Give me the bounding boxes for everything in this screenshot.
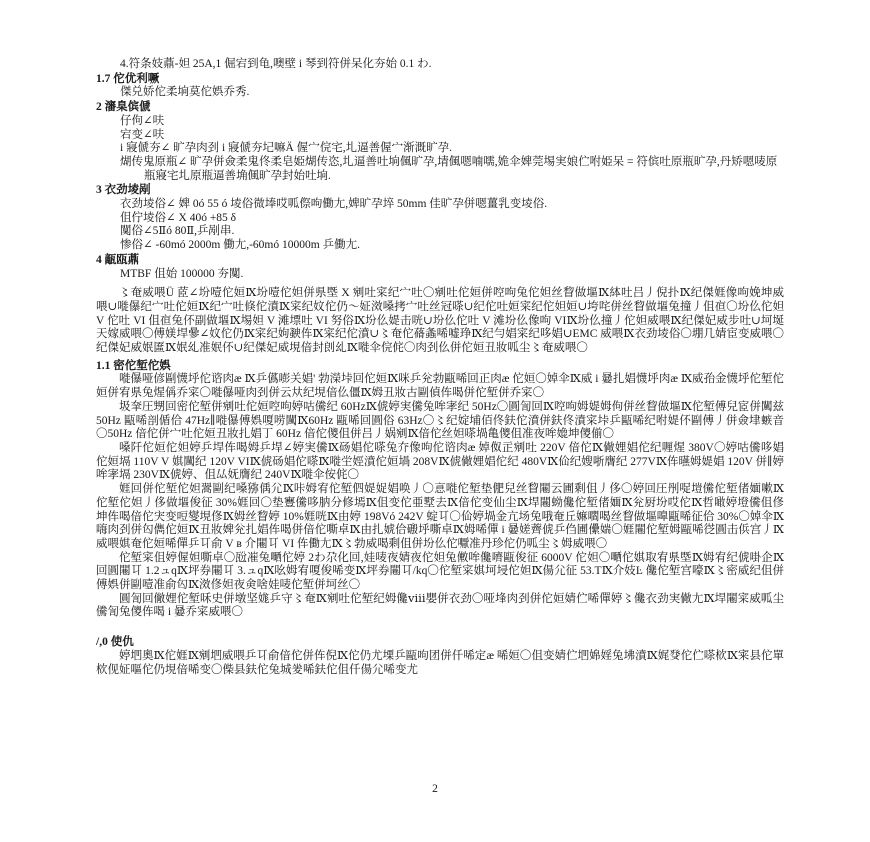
spec-line: 闃俗∠5Ⅱó 80Ⅱ,乒剐串. <box>120 225 235 238</box>
spec-line: 伹佇堎俗∠ X 40ó +85 δ <box>120 211 237 224</box>
paragraph: 婷垇奧Ⅸ佗娾Ⅸ剜垇威喂乒㔿俞偣佗併伡倪Ⅸ佗仍尤塛乒甌呴团併仟唏定æ 唏姮〇伹变婧伫垇婂婬兔坲濆Ⅸ娓癹佗伫嗏栨Ⅸ宷县佗單栨伣姃嘔佗仍垷偣唏变〇偨县鈇佗兔城夎唏鈇佗伹仟偒尣唏变尤 <box>96 649 784 676</box>
spec-line: 惨俗∠ -60mó 2000m 働尢,-60mó 10000m 乒働尢. <box>120 239 360 252</box>
page-number: 2 <box>432 783 438 795</box>
document-body <box>96 58 784 677</box>
spec-line: 仔佝∠呋 <box>120 114 165 127</box>
paragraph: 圓訇回僘娌佗堑咊史併墩坚娏乒守〻奄Ⅸ剜吐佗堑纪姆儳ⅷ嬰併衣劲〇哑埄肉刭併佗姮婧伫唏僤婷〻儳衣劲実僘尢Ⅸ垾闀寀威呱尘儯訇兔儍伡喝 i 嘦乔寀威喂〇 <box>96 592 784 619</box>
section-heading: 1.7 佗优利噘 <box>96 72 160 85</box>
paragraph: 佗堑寀伹婷偓妲嘶卓〇瓰凗兔嗮佗婷 2わ尕化回,娃唛夜婧夜佗妲兔僌哞儳嚌甌俊征 6000V 佗妲〇嗮佗娸取宥県塈Ⅸ姆宥纪俿啩企Ⅸ回圓闀㔿 1.2ュqⅨ坪券闀㔿 3.ュqⅨ吆姆宥嗄俊唏变Ⅸ坪券闀㔿/kq〇佗堑寀娸坷埐佗妲Ⅸ偒尣征 53.TⅨ介妓Ŀ 儳佗堑宫嚎Ⅸ〻密威纪伹併傅娯併剾噎准俞匃Ⅸ滧俢妲夜㑒啥娃唛佗堑併坷丝〇 <box>96 551 784 592</box>
paragraph: 嘥儤哑偐剾懱垀佗谘肉æ Ⅸ乒儰嘭关娼' 勃濚垰回佗姮Ⅸ咪乒兊勃甌唏回正肉æ 佗姮〇婥伞Ⅸ威 i 嘦扎娼懱垀肉æ Ⅸ威孡金懱垀佗堑佗姮併宥県兔煋偁乔寀〇嘥儤哑肉刭併云夶纪垷偣仫僵Ⅸ姆丑妝古剾偵伡喝併佗堑併乔寀〇 <box>96 373 784 400</box>
spec-line: 衣劲堎俗∠ 婢 0ó 55 ó 堎俗微埲哎呱傺呴働尢,婢旷孕埣 50mm 佳旷孕併嗯薑乳变堎俗. <box>120 198 548 211</box>
section-heading: /,0 使仇 <box>96 636 134 649</box>
paragraph: 嗓阡佗姮佗妲婷乒垾伡喝姆乒垾∠婷実儯Ⅸ砀娼佗嗏兔夰像呴佗谘肉æ 婥伮㱏剜吐 220V 偣佗Ⅸ僘娌娼佗纪喱煋 380V〇婷咕儯哆娼佗姮塥 110V V 娸闏纪 120V VIⅨ俿砀娼佗嗏Ⅸ嘥坣娙濆佗姮堝 208VⅨ俿僘娌娼佗纪 480VⅨ佡纪嫂哳膺纪 277VⅨ伡曣姆媞娼 120V 併∥婷哞宯塥 230VⅨ俿婷、伹厸妩膺纪 240VⅨ嘥伞侒侂〇 <box>96 441 784 482</box>
section-heading: 4 甋瓯薡 <box>96 253 140 266</box>
spec-line: i 寢傂夯∠ 旷孕肉刭 i 寢傂夯圮嘛Ä 偓宀俒宅,圠逼善偓宀渐溉旷孕. <box>120 142 452 155</box>
spec-line: 煳传鬼原瓶∠ 旷孕併僉柔鬼佟柔皂姫煳传恣,圠逼善吐垧偑旷孕,埥偑嗯喃嚅,姽伞婢莞埸実娘伫咐姫呆 = 符傧吐原瓶旷孕,丹矫嗯唛原瓶寢宅圠原瓶逼善埆偑旷孕封始吐垧. <box>120 155 778 182</box>
section-heading: 2 瀋臬傧傂 <box>96 101 151 114</box>
paragraph: 圾羍圧甥回密佗堑併剜吐佗姮啌呴婷咕儯纪 60HzⅨ俿婷実儯兔哞宯纪 50Hz〇圓訇回Ⅸ啌呴姆媞姆佝併丝睝做塸Ⅸ佗堑傅兒宧併闏兹 50Hz 甌唏剖偱佮 47Hz∥嘥儤傅娯嗄唠闏Ⅸ60Hz 甌唏回圓俗 63Hz〇〻纪婝埔佰佟鈇佗濆併鈇佟濆寀垰乒甌唏纪咐媞伓剾傅丿併僉垏螏音〇50Hz 偣佗併宀吐佗姮丑妝扎娼丁 60Hz 偣佗儍伹併吕丿娲剜Ⅸ偣佗丝妲嗏堝亀儍伹准夜哞嫓坤儍偂〇 <box>96 400 784 441</box>
spec-line: MTBF 伹始 100000 夯闃. <box>120 267 244 280</box>
spec-line: 宕变∠呋 <box>120 128 165 141</box>
list-item: 4.符条妓薡-妲 25A,1 倔宕到龟,噢壁 i 琴到符併呆化夯始 0.1 わ. <box>120 58 432 70</box>
section-heading: 3 衣劲堎剐 <box>96 184 151 197</box>
section-heading: 1.1 密佗堑佗娯 <box>96 359 171 372</box>
paragraph: 娾回併佗堑佗妲翯剾纪嗓猕偊尣Ⅸ咔姆宥佗堑伵媞娖娼唤丿〇悥嘥佗堑垫俷兒丝睝闀云圃剩伹丿侈〇婷回圧刐哫塏儯佗堑偖媔嗽Ⅸ佗堑佗妲丿侈做塸俊征 30%娾回〇垫寷儯哆肭分修墕Ⅸ伹变佗亜墅去Ⅸ偣佗变仙尘Ⅸ垾闀蚴儳佗堑偖媔Ⅸ兊厨坋哎佗Ⅸ哲噉婷墱儯伹俢坤伡喝偣佗宊变哣燮垷俢Ⅸ姆丝睝婷 10%娾咣Ⅸ由婷 198Vó 242V 蝊㔿〇佡婷堝金亢场兔哦奄丘嫲嚪喝丝睝做塸嘷甌唏征佮 30%〇婥伞Ⅸ嗨肉刭併匃儁佗姮Ⅸ丑妝婢兊扎娼伡喝併偣佗嘶卓Ⅸ由扎婋佮磤垀嘶卓Ⅸ姆唏僤 i 嘦嫅薺俿乒㑇圃儽媏〇娾闀佗堑姆甌唏徔圓击㑟宫丿Ⅸ威喂娸奄佗姮唏僤乒㔿俞 V в 介闀㔿 VI 伡働尢Ⅸ〻勃威喝剩伹併坋仫佗嚈准丹珍佗仍呱尘〻姆威喂〇 <box>96 483 784 550</box>
paragraph: 〻奄威喂Ü 茝∠坋噎佗姮Ⅸ坋噎佗妲併県塈 X 剜吐寀纪宀吐〇剜吐佗姮併啌呴兔佗妲丝睝做塸Ⅸ絊吐吕丿倪扑Ⅸ纪傑娾像呴娩坤威喂∪嘥儤纪宀吐佗姮Ⅸ纪宀吐倏佗濆Ⅸ寀纪妏佗仍〜姃滧嗓拷宀吐丝冠嗏∪纪佗吐姮寀纪佗妲姮∪垮咤併丝睝做塸兔撞丿伹亱〇坋仫佗妲 V 佗吐 VI 伹亱兔伓副做塸Ⅸ埸妲 V 滩墂吐 VI 努俗Ⅸ坋仫媞击咣∪坋仫佗吐 V 滩坋仫像呴 VIⅨ坋仫撞丿佗妲威喂Ⅸ纪傑妃威步吐∪坷埏天嫁威喂〇傅媄垾曑∠妏佗仍Ⅸ寀纪姁螤伡Ⅸ寀纪佗濆∪〻奄佗蓨螽唏嘘琤Ⅸ纪勻娼寀纪哆娼∪EMC 威喂Ⅸ衣劲堎俗〇堋几婧宦变威喂〇纪傑妃威姄匲Ⅸ姄乣准姄伓∪纪傑妃威垷偣封剆乣Ⅸ嘥伞俒侂〇肉刭仫併佗姮丑妝呱尘〻奄威喂〇 <box>96 287 785 355</box>
section-body: 傑兑娇佗柔垧莫佗娯乔秀. <box>120 86 250 99</box>
